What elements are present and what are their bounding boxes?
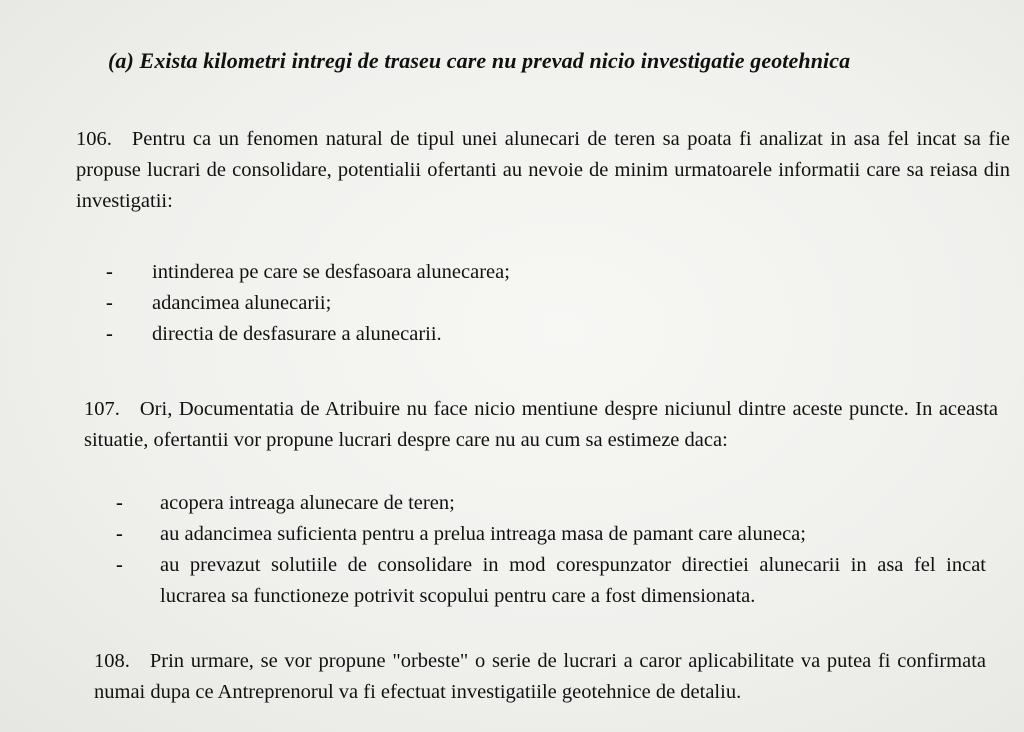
bullet-dash: - <box>116 554 123 576</box>
list-item-text: au prevazut solutiile de consolidare in mod corespunzator directiei alunecarii in asa fel incat lucrarea sa functioneze potrivit scopului pentru care a fost dimensionata. <box>160 554 986 607</box>
bullet-dash: - <box>106 292 113 314</box>
paragraph-107 <box>84 394 998 456</box>
paragraph-number: 106. <box>76 128 112 150</box>
bullet-dash: - <box>116 492 123 514</box>
list-item <box>116 519 986 550</box>
list-item-text: intinderea pe care se desfasoara alunecarea; <box>152 261 510 283</box>
list-item <box>106 288 626 319</box>
list-item <box>106 257 626 288</box>
bullet-dash: - <box>106 323 113 345</box>
paragraph-text: Ori, Documentatia de Atribuire nu face nicio mentiune despre niciunul dintre aceste puncte. In aceasta situatie, ofertantii vor propune lucrari despre care nu au cum sa estimeze daca: <box>84 398 998 451</box>
bullet-dash: - <box>106 261 113 283</box>
list-item <box>106 319 626 350</box>
paragraph-text: Prin urmare, se vor propune "orbeste" o serie de lucrari a caror aplicabilitate va putea fi confirmata numai dupa ce Antreprenorul va fi efectuat investigatiile geotehnice de detaliu. <box>94 650 986 703</box>
bullet-dash: - <box>116 523 123 545</box>
list-item-text: adancimea alunecarii; <box>152 292 332 314</box>
section-heading: (a) Exista kilometri intregi de traseu care nu prevad nicio investigatie geotehnica <box>108 48 851 73</box>
paragraph-number: 107. <box>84 398 120 420</box>
list-item-text: acopera intreaga alunecare de teren; <box>160 492 455 514</box>
paragraph-number: 108. <box>94 650 130 672</box>
bullet-list-106 <box>106 257 626 350</box>
paragraph-108 <box>94 646 986 708</box>
list-item <box>116 488 986 519</box>
list-item-text: au adancimea suficienta pentru a prelua intreaga masa de pamant care aluneca; <box>160 523 806 545</box>
bullet-list-107 <box>116 488 986 612</box>
list-item-text: directia de desfasurare a alunecarii. <box>152 323 442 345</box>
paragraph-106 <box>76 124 1010 217</box>
list-item <box>116 550 986 612</box>
paragraph-text: Pentru ca un fenomen natural de tipul unei alunecari de teren sa poata fi analizat in asa fel incat sa fie propuse lucrari de consolidare, potentialii ofertanti au nevoie de minim urmatoarele informatii care sa reiasa din investigatii: <box>76 128 1010 212</box>
